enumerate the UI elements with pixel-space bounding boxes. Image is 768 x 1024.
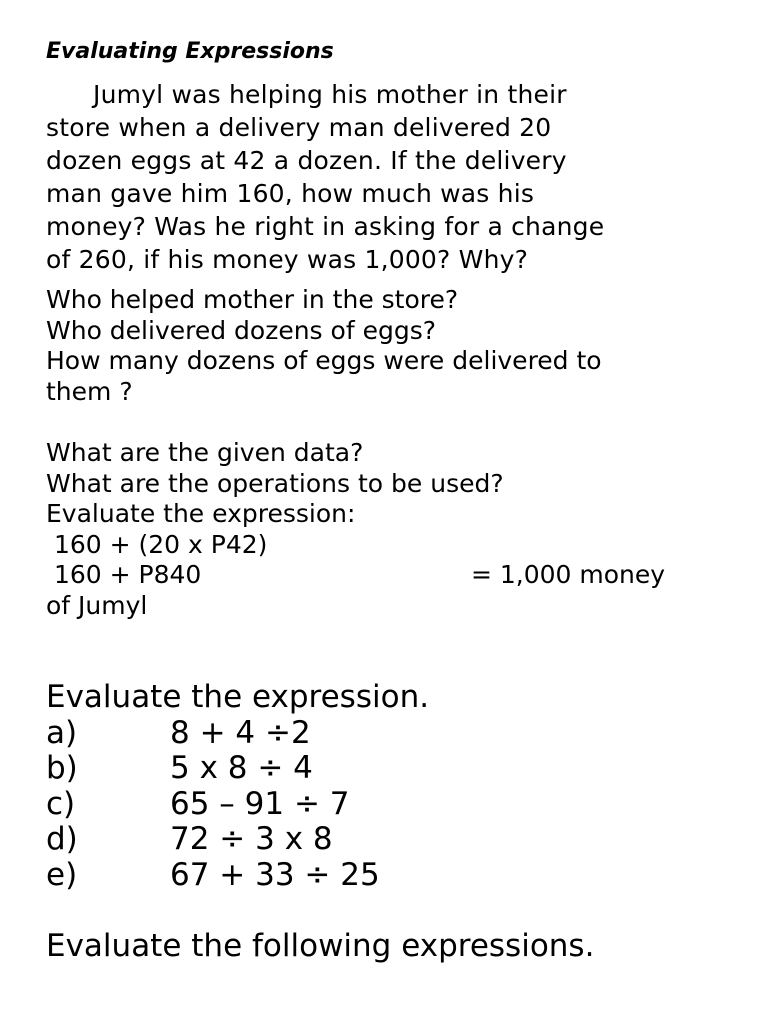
analysis-line: Evaluate the expression: xyxy=(46,499,356,528)
analysis-line: What are the operations to be used? xyxy=(46,468,504,498)
question-line: Who delivered dozens of eggs? xyxy=(46,315,436,345)
document-title: Evaluating Expressions xyxy=(46,39,334,64)
exercise-item-label: d) xyxy=(46,821,78,857)
exercise-item-label: e) xyxy=(46,856,78,893)
exercise-item-expr: 8 + 4 ÷2 xyxy=(170,714,311,751)
exercise-item-expr: 5 x 8 ÷ 4 xyxy=(170,750,313,786)
work-line-3: of Jumyl xyxy=(46,590,148,620)
paragraph-line: money? Was he right in asking for a change xyxy=(46,212,605,241)
paragraph-line: of 260, if his money was 1,000? Why? xyxy=(46,245,529,274)
paragraph-line: man gave him 160, how much was his xyxy=(46,179,535,208)
exercise-item-expr: 72 ÷ 3 x 8 xyxy=(170,821,333,857)
exercise-item xyxy=(46,858,429,894)
paragraph-line: Jumyl was helping his mother in their xyxy=(93,80,567,109)
work-line-2-result: = 1,000 money xyxy=(471,560,666,589)
question-line: Who helped mother in the store? xyxy=(46,285,459,314)
paragraph-line: dozen eggs at 42 a dozen. If the delivery xyxy=(46,146,567,175)
exercise-item-expr: 65 – 91 ÷ 7 xyxy=(170,785,350,822)
work-line-1: 160 + (20 x P42) xyxy=(46,529,268,559)
following-expressions-heading: Evaluate the following expressions. xyxy=(46,928,595,964)
work-line-2 xyxy=(46,560,666,591)
exercise-item xyxy=(46,751,429,787)
paragraph-line: store when a delivery man delivered 20 xyxy=(46,113,552,142)
work-line-2-expr: 160 + P840 xyxy=(46,560,202,589)
question-line: How many dozens of eggs were delivered to xyxy=(46,346,602,375)
exercise-item-label: c) xyxy=(46,785,76,822)
exercise-heading: Evaluate the expression. xyxy=(46,679,430,715)
analysis-line: What are the given data? xyxy=(46,438,364,467)
exercise-item-expr: 67 + 33 ÷ 25 xyxy=(170,856,380,893)
spacer xyxy=(46,407,602,438)
exercise-item-label: b) xyxy=(46,750,78,786)
comprehension-questions xyxy=(46,285,666,621)
exercise-item xyxy=(46,787,429,823)
exercise-item-label: a) xyxy=(46,714,78,751)
exercise-item xyxy=(46,716,429,752)
exercise-section xyxy=(46,680,429,893)
question-line: them ? xyxy=(46,376,133,406)
exercise-item xyxy=(46,822,429,858)
word-problem-paragraph xyxy=(46,78,714,276)
